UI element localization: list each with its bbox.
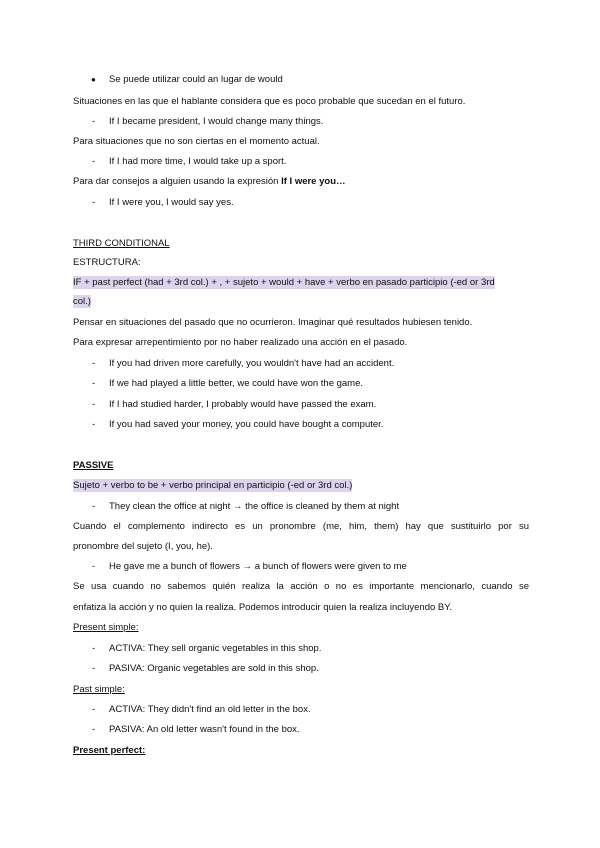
example-line: They clean the office at night → the office is cleaned by them at night [109, 501, 400, 512]
paragraph: enfatiza la acción y no quien la realiza. Podemos introducir quien la realiza incluyendo BY. [73, 602, 452, 613]
label-estructura: ESTRUCTURA: [73, 257, 141, 268]
dash-marker: - [92, 197, 96, 208]
example-line: If you had driven more carefully, you wouldn't have had an accident. [109, 358, 395, 369]
paragraph-text: Para dar consejos a alguien usando la expresión [73, 176, 282, 187]
paragraph: Se usa cuando no sabemos quién realiza la acción o no es importante mencionarlo, cuando se [73, 581, 529, 592]
dash-marker: - [92, 116, 96, 127]
dash-marker: - [92, 378, 96, 389]
example-line: He gave me a bunch of flowers → a bunch of flowers were given to me [109, 561, 407, 572]
paragraph: Situaciones en las que el hablante considera que es poco probable que sucedan en el futuro. [73, 96, 466, 107]
paragraph: pronombre del sujeto (I, you, he). [73, 541, 213, 552]
subheading: Past simple: [73, 684, 125, 695]
formula-line-1: IF + past perfect (had + 3rd col.) + , + sujeto + would + have + verbo en pasado participio (-ed or 3rd [73, 277, 495, 288]
dash-marker: - [92, 561, 96, 572]
dash-marker: - [92, 358, 96, 369]
paragraph: Para expresar arrepentimiento por no haber realizado una acción en el pasado. [73, 337, 408, 348]
dash-marker: - [92, 156, 96, 167]
example-line: ACTIVA: They sell organic vegetables in this shop. [109, 643, 322, 654]
formula-line: Sujeto + verbo to be + verbo principal en participio (-ed or 3rd col.) [73, 480, 353, 491]
example-line: If we had played a little better, we could have won the game. [109, 378, 364, 389]
example-line: PASIVA: Organic vegetables are sold in this shop. [109, 663, 319, 674]
dash-marker: - [92, 501, 96, 512]
example-line: If I were you, I would say yes. [109, 197, 234, 208]
paragraph [73, 175, 346, 188]
dash-marker: - [92, 724, 96, 735]
dash-marker: - [92, 643, 96, 654]
formula-line-2: col.) [73, 296, 91, 307]
example-line: PASIVA: An old letter wasn't found in the box. [109, 724, 300, 735]
paragraph: Pensar en situaciones del pasado que no ocurrieron. Imaginar qué resultados hubiesen tenido. [73, 317, 473, 328]
example-line: ACTIVA: They didn't find an old letter in the box. [109, 704, 311, 715]
dash-marker: - [92, 704, 96, 715]
bold-phrase: If I were you… [281, 176, 346, 187]
section-heading: PASSIVE [73, 460, 114, 471]
dash-marker: - [92, 419, 96, 430]
dash-marker: - [92, 399, 96, 410]
example-line: If I had studied harder, I probably would have passed the exam. [109, 399, 377, 410]
subheading: Present simple: [73, 622, 139, 633]
example-line: If I became president, I would change many things. [109, 116, 324, 127]
section-heading: THIRD CONDITIONAL [73, 238, 170, 249]
bullet-text: Se puede utilizar could an lugar de would [109, 74, 283, 85]
example-line: If you had saved your money, you could have bought a computer. [109, 419, 384, 430]
paragraph: Para situaciones que no son ciertas en el momento actual. [73, 136, 320, 147]
example-line: If I had more time, I would take up a sport. [109, 156, 287, 167]
dash-marker: - [92, 663, 96, 674]
subheading: Present perfect: [73, 745, 146, 756]
bullet-icon: ● [91, 75, 96, 84]
paragraph: Cuando el complemento indirecto es un pronombre (me, him, them) hay que sustituirlo por su [73, 521, 529, 532]
